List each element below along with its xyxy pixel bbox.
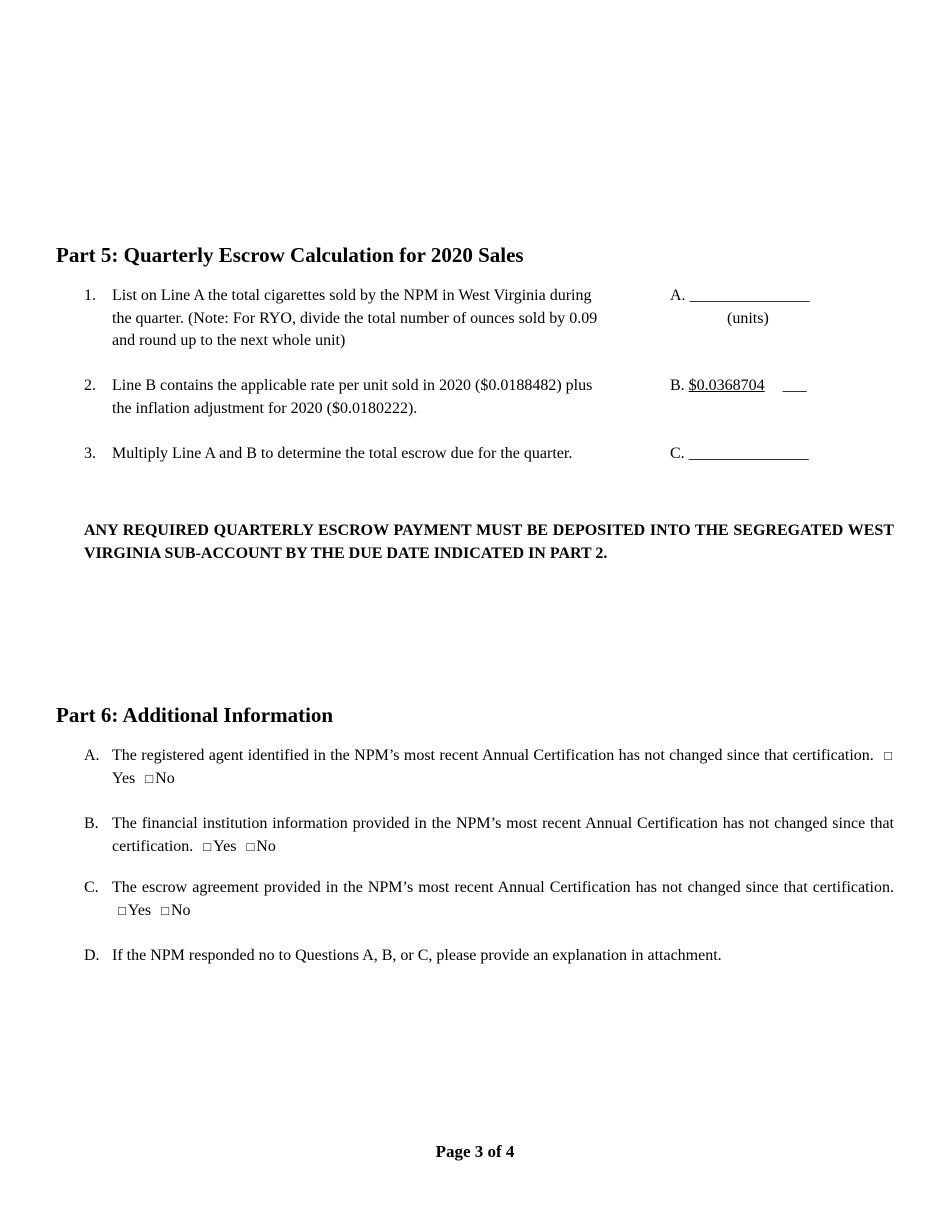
line-b-label: B. [670,377,685,394]
item-letter: B. [84,815,99,832]
page-number: Page 3 of 4 [435,1142,515,1161]
part6-title: Part 6: Additional Information [56,703,334,727]
line-b-trailing-blank: ___ [782,377,807,394]
item-letter: D. [84,947,100,964]
line-a-label: A. [670,287,686,304]
item-letter: C. [84,879,99,896]
line-b-value[interactable]: $0.0368704 [688,377,765,394]
units-note: (units) [727,310,769,327]
no-label: No [256,837,276,855]
no-checkbox[interactable]: □ [145,770,154,786]
yes-checkbox[interactable]: □ [118,902,126,918]
item-text-block [112,877,894,922]
yes-label: Yes [112,769,136,787]
item-text: The financial institution information provided in the NPM’s most recent Annual Certification has not changed since that certification. [112,815,894,855]
escrow-deposit-warning: ANY REQUIRED QUARTERLY ESCROW PAYMENT MUST BE DEPOSITED INTO THE SEGREGATED WEST VIRGINIA SUB-ACCOUNT BY THE DUE DATE INDICATED IN PART 2. [84,522,894,562]
no-label: No [171,901,191,919]
no-checkbox[interactable]: □ [246,838,255,854]
no-checkbox[interactable]: □ [161,902,169,918]
line-a-blank[interactable]: _______________ [689,287,810,304]
line-c-blank[interactable]: _______________ [688,445,809,462]
item-text: Line B contains the applicable rate per unit sold in 2020 ($0.0188482) plus the inflation adjustment for 2020 ($0.0180222). [112,377,593,417]
item-text-block [112,745,894,790]
item-text: If the NPM responded no to Questions A, B, or C, please provide an explanation in attachment. [112,947,722,964]
line-c-label: C. [670,445,685,462]
line-c-field[interactable] [670,443,809,466]
yes-label: Yes [213,837,237,855]
part5-title: Part 5: Quarterly Escrow Calculation for 2020 Sales [56,243,524,267]
item-text-block [112,813,894,858]
item-text: List on Line A the total cigarettes sold by the NPM in West Virginia during the quarter. (Note: For RYO, divide the total number of ounces sold by 0.09 and round up to the next whole unit) [112,287,598,350]
yes-label: Yes [127,901,152,919]
item-number: 1. [84,287,96,304]
line-b-field[interactable] [670,375,807,398]
yes-checkbox[interactable]: □ [203,838,212,854]
item-text: The escrow agreement provided in the NPM’s most recent Annual Certification has not changed since that certification. [112,879,894,896]
item-letter: A. [84,747,100,764]
item-text: The registered agent identified in the NPM’s most recent Annual Certification has not changed since that certification. [112,747,874,764]
yes-checkbox[interactable]: □ [884,748,892,763]
item-number: 3. [84,445,96,462]
no-label: No [155,769,175,787]
line-a-field[interactable] [670,285,810,308]
item-text: Multiply Line A and B to determine the total escrow due for the quarter. [112,445,573,462]
item-number: 2. [84,377,96,394]
